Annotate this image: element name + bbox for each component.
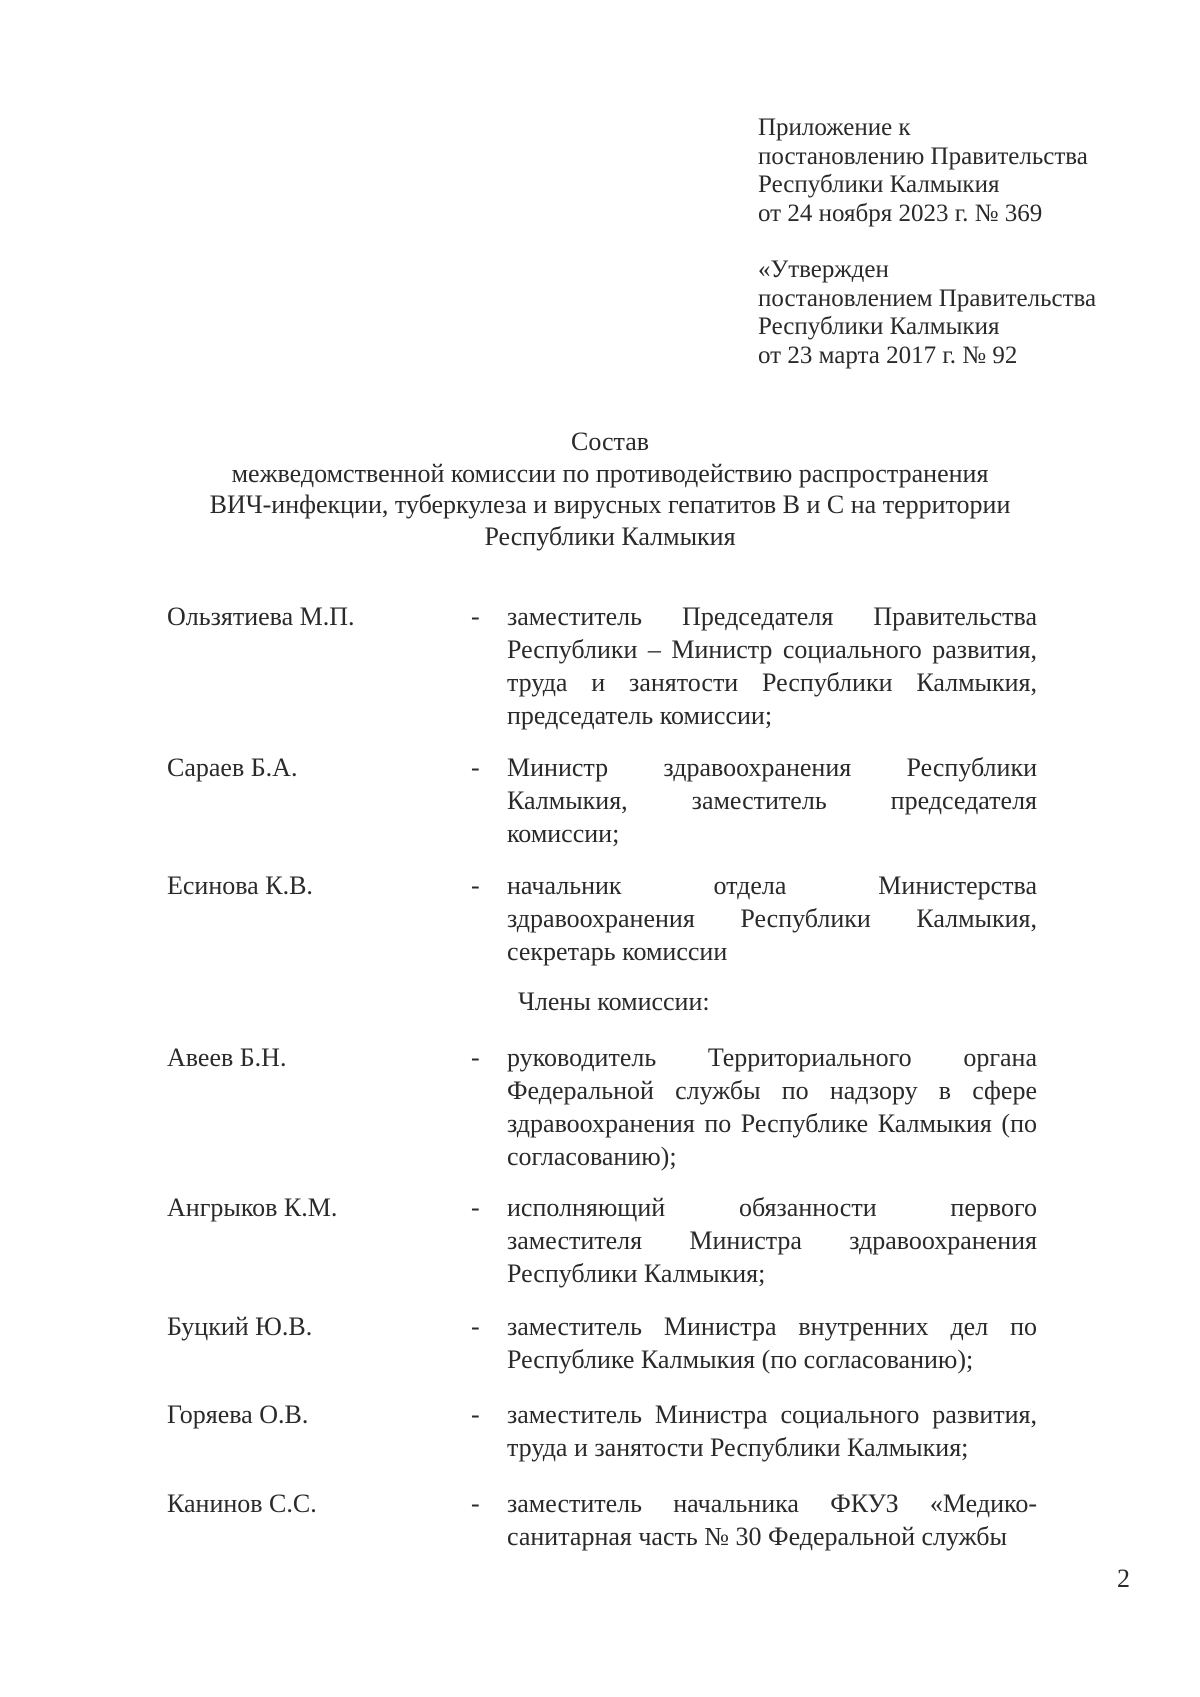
member-description: руководитель Территориального органа Федеральной службы по надзору в сфере здравоохранения по Республике Калмыкия (по согласованию); bbox=[507, 1043, 1037, 1171]
title-line: ВИЧ-инфекции, туберкулеза и вирусных гепатитов В и С на территории bbox=[209, 490, 1011, 519]
appendix-line: постановлению Правительства bbox=[758, 142, 1088, 170]
member-dash: - bbox=[471, 1312, 480, 1341]
appendix-line: Приложение к bbox=[758, 114, 911, 141]
appendix-line: Республики Калмыкия bbox=[758, 171, 1000, 198]
member-description: заместитель Министра внутренних дел по Республике Калмыкия (по согласованию); bbox=[507, 1312, 1037, 1374]
document-title bbox=[120, 426, 1100, 552]
member-name: Есинова К.В. bbox=[167, 871, 313, 900]
member-dash: - bbox=[471, 871, 480, 900]
members-heading: Члены комиссии: bbox=[518, 987, 710, 1016]
member-name: Ользятиева М.П. bbox=[167, 602, 355, 631]
member-dash: - bbox=[471, 1489, 480, 1518]
page-number: 2 bbox=[1117, 1564, 1130, 1593]
member-description: заместитель Председателя Правительства Республики – Министр социального развития, труда и занятости Республики Калмыкия, председатель комиссии; bbox=[507, 602, 1037, 730]
member-description: начальник отдела Министерства здравоохранения Республики Калмыкия, секретарь комиссии bbox=[507, 871, 1037, 966]
member-name: Буцкий Ю.В. bbox=[167, 1312, 313, 1341]
member-description: заместитель Министра социального развития, труда и занятости Республики Калмыкия; bbox=[507, 1400, 1037, 1462]
approval-line: от 23 марта 2017 г. № 92 bbox=[758, 341, 1018, 369]
appendix-reference bbox=[758, 114, 1088, 228]
title-line: Республики Калмыкия bbox=[484, 521, 736, 551]
member-name: Горяева О.В. bbox=[167, 1400, 309, 1429]
approval-line: «Утвержден bbox=[758, 256, 889, 283]
member-name: Авеев Б.Н. bbox=[167, 1043, 287, 1072]
approval-reference bbox=[758, 256, 1096, 370]
approval-line: Республики Калмыкия bbox=[758, 313, 1000, 340]
member-description: заместитель начальника ФКУЗ «Медико-санитарная часть № 30 Федеральной службы bbox=[507, 1489, 1037, 1551]
member-dash: - bbox=[471, 753, 480, 782]
title-line: межведомственной комиссии по противодействию распространения bbox=[231, 458, 989, 488]
member-dash: - bbox=[471, 1400, 480, 1429]
member-description: Министр здравоохранения Республики Калмыкия, заместитель председателя комиссии; bbox=[507, 753, 1037, 848]
appendix-line: от 24 ноября 2023 г. № 369 bbox=[758, 199, 1043, 227]
member-name: Канинов С.С. bbox=[167, 1489, 317, 1518]
member-name: Ангрыков К.М. bbox=[167, 1193, 338, 1222]
member-name: Сараев Б.А. bbox=[167, 753, 298, 782]
approval-line: постановлением Правительства bbox=[758, 284, 1097, 312]
member-dash: - bbox=[471, 1043, 480, 1072]
member-description: исполняющий обязанности первого заместителя Министра здравоохранения Республики Калмыкия; bbox=[507, 1193, 1037, 1288]
member-dash: - bbox=[471, 1193, 480, 1222]
title-line: Состав bbox=[570, 427, 650, 456]
member-dash: - bbox=[471, 602, 480, 631]
